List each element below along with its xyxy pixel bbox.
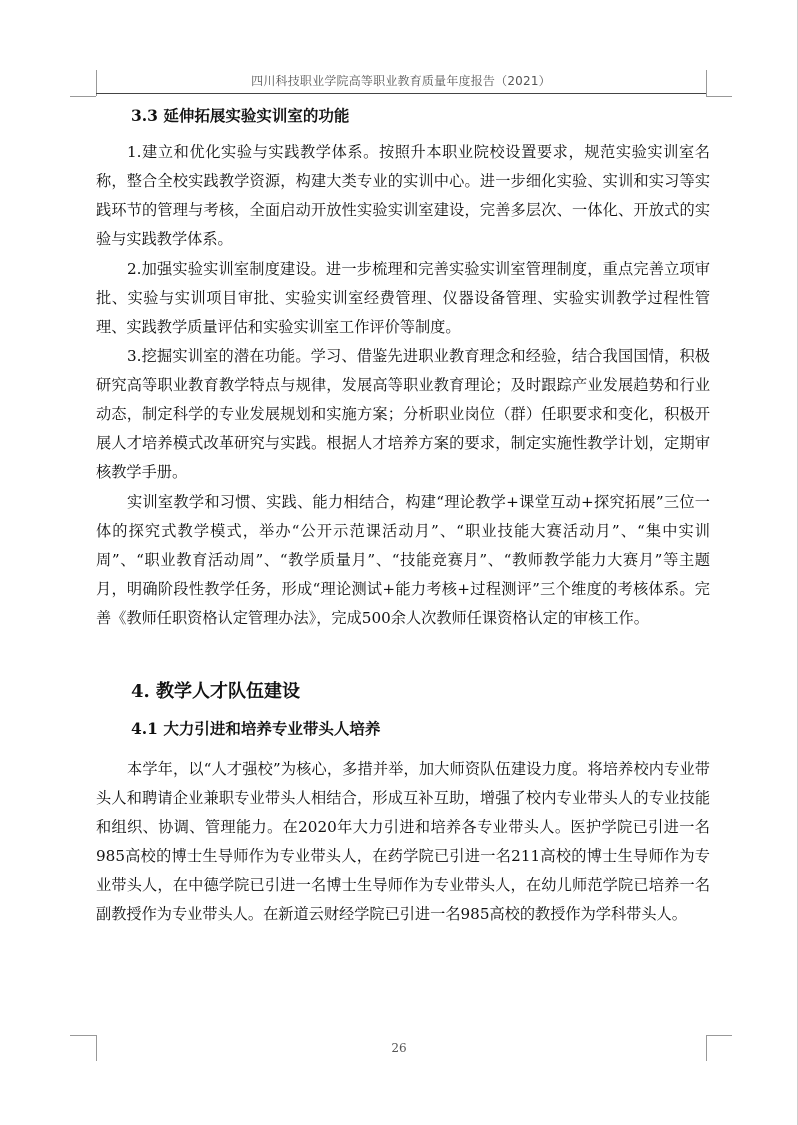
crop-mark-top-right-h — [706, 96, 732, 97]
crop-mark-bottom-left-h — [70, 1035, 96, 1036]
paragraph-3-3-2: 2.加强实验实训室制度建设。进一步梳理和完善实验实训室管理制度，重点完善立项审批、实验与实训项目审批、实验实训室经费管理、仪器设备管理、实验实训教学过程性管理、实践教学质量评估和实验实训室工作评价等制度。 — [96, 260, 710, 336]
section-3-3-heading: 3.3 延伸拓展实验实训室的功能 — [131, 106, 350, 125]
crop-mark-top-left-h — [70, 96, 96, 97]
paragraph-4-1-1: 本学年，以“人才强校”为核心，多措并举，加大师资队伍建设力度。将培养校内专业带头人和聘请企业兼职专业带头人相结合，形成互补互助，增强了校内专业带头人的专业技能和组织、协调、管理能力。在2020年大力引进和培养各专业带头人。医护学院已引进一名985高校的博士生导师作为专业带头人，在药学院已引进一名211高校的博士生导师作为专业带头人，在中德学院已引进一名博士生导师作为专业带头人，在幼儿师范学院已培养一名副教授作为专业带头人。在新道云财经学院已引进一名985高校的教授作为学科带头人。 — [96, 760, 710, 923]
header-rule — [96, 93, 706, 94]
section-4-1-heading: 4.1 大力引进和培养专业带头人培养 — [131, 719, 381, 738]
section-4-heading: 4. 教学人才队伍建设 — [131, 681, 301, 702]
page-header: 四川科技职业学院高等职业教育质量年度报告（2021） — [251, 74, 551, 88]
page-number: 26 — [391, 1041, 407, 1055]
paragraph-3-3-3: 3.挖掘实训室的潜在功能。学习、借鉴先进职业教育理念和经验，结合我国国情，积极研究高等职业教育教学特点与规律，发展高等职业教育理论；及时跟踪产业发展趋势和行业动态，制定科学的专业发展规划和实施方案；分析职业岗位（群）任职要求和变化，积极开展人才培养模式改革研究与实践。根据人才培养方案的要求，制定实施性教学计划，定期审核教学手册。 — [96, 347, 710, 481]
paragraph-3-3-4: 实训室教学和习惯、实践、能力相结合，构建“理论教学+课堂互动+探究拓展”三位一体的探究式教学模式，举办“公开示范课活动月”、“职业技能大赛活动月”、“集中实训周”、“职业教育活动周”、“教学质量月”、“技能竞赛月”、“教师教学能力大赛月”等主题月，明确阶段性教学任务，形成“理论测试+能力考核+过程测评”三个维度的考核体系。完善《教师任职资格认定管理办法》，完成500余人次教师任课资格认定的审核工作。 — [96, 493, 710, 627]
paragraph-3-3-1: 1.建立和优化实验与实践教学体系。按照升本职业院校设置要求，规范实验实训室名称，整合全校实践教学资源，构建大类专业的实训中心。进一步细化实验、实训和实习等实践环节的管理与考核，全面启动开放性实验实训室建设，完善多层次、一体化、开放式的实验与实践教学体系。 — [96, 143, 710, 248]
crop-mark-bottom-right-h — [706, 1035, 732, 1036]
crop-mark-top-right-v — [706, 70, 707, 96]
